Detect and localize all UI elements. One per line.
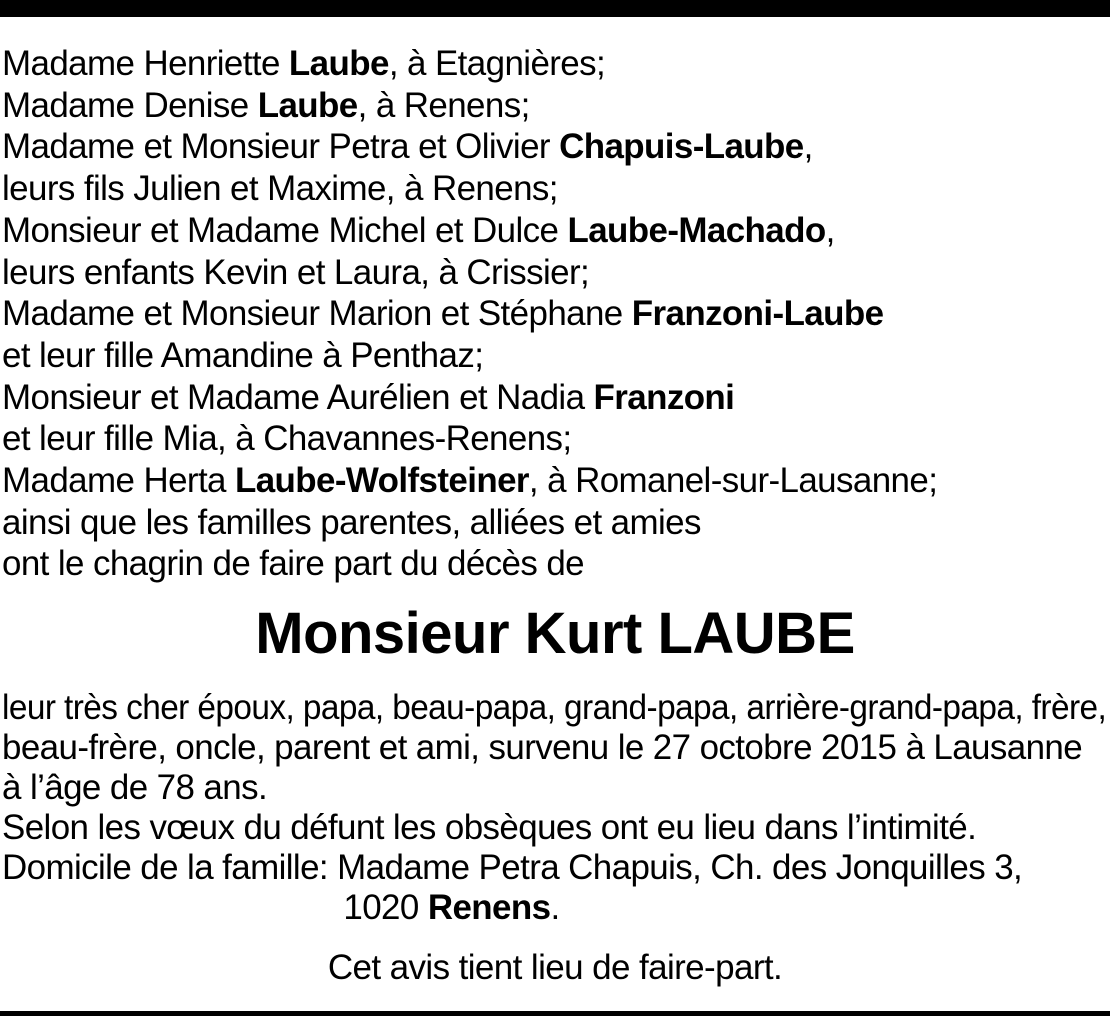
body-line: Domicile de la famille: Madame Petra Chapuis, Ch. des Jonquilles 3, — [2, 848, 1023, 887]
family-line-text: Madame Henriette — [2, 44, 289, 83]
family-name: Laube — [257, 85, 358, 125]
family-line — [2, 543, 1106, 585]
top-rule — [0, 0, 1110, 17]
family-line-text: Madame Herta — [2, 461, 235, 501]
family-name: Laube-Machado — [567, 210, 826, 250]
family-line — [2, 168, 1106, 210]
family-line — [2, 293, 1106, 335]
family-line-text: Madame et Monsieur Petra et Olivier — [2, 127, 560, 167]
family-line-text: Madame Denise — [2, 85, 258, 125]
announcement-body — [2, 688, 1108, 928]
family-line-text: et leur fille Amandine à Penthaz; — [2, 335, 484, 375]
address-suffix: . — [550, 888, 560, 927]
family-line-text: et leur fille Mia, à Chavannes-Renens; — [2, 419, 572, 459]
family-name: Laube-Wolfsteiner — [234, 461, 529, 501]
closing-note: Cet avis tient lieu de faire-part. — [327, 948, 783, 987]
address-line — [2, 888, 1106, 928]
body-line: leur très cher époux, papa, beau-papa, grand-papa, arrière-grand-papa, frère, — [2, 688, 1107, 727]
family-line-suffix: , — [825, 210, 835, 250]
family-line-text: Monsieur et Madame Aurélien et Nadia — [2, 377, 594, 417]
family-line — [2, 85, 1106, 127]
deceased-name: Monsieur Kurt LAUBE — [255, 601, 855, 666]
family-line-suffix: , à Etagnières; — [388, 44, 606, 83]
family-line — [2, 126, 1106, 168]
family-line-text: ont le chagrin de faire part du décès de — [2, 544, 585, 584]
family-line — [2, 460, 1106, 502]
family-list — [2, 43, 1108, 585]
family-line — [2, 210, 1106, 252]
body-line: Selon les vœux du défunt les obsèques ont eu lieu dans l’intimité. — [2, 808, 977, 847]
family-line — [2, 43, 1106, 85]
family-name: Laube — [288, 44, 389, 83]
family-line-suffix: , à Renens; — [357, 85, 530, 125]
address-city: Renens — [427, 888, 551, 927]
family-line-suffix: , — [803, 127, 813, 167]
bottom-rule — [0, 1011, 1110, 1016]
body-line: à l’âge de 78 ans. — [2, 768, 268, 807]
family-line-text: Madame et Monsieur Marion et Stéphane — [2, 294, 632, 334]
family-line — [2, 377, 1106, 419]
family-line — [2, 252, 1106, 294]
family-name: Franzoni — [593, 377, 735, 417]
body-line: beau-frère, oncle, parent et ami, survenu le 27 octobre 2015 à Lausanne — [2, 728, 1083, 767]
family-line-text: leurs enfants Kevin et Laura, à Crissier; — [2, 252, 590, 292]
family-line-text: ainsi que les familles parentes, alliées et amies — [2, 502, 701, 542]
family-line-text: Monsieur et Madame Michel et Dulce — [2, 210, 568, 250]
family-line-text: leurs fils Julien et Maxime, à Renens; — [2, 169, 558, 209]
family-line — [2, 502, 1106, 544]
family-line — [2, 418, 1106, 460]
family-line-suffix: , à Romanel-sur-Lausanne; — [528, 461, 938, 501]
family-name: Franzoni-Laube — [631, 294, 884, 334]
address-postcode: 1020 — [343, 888, 428, 927]
family-name: Chapuis-Laube — [559, 127, 804, 167]
family-line — [2, 335, 1106, 377]
